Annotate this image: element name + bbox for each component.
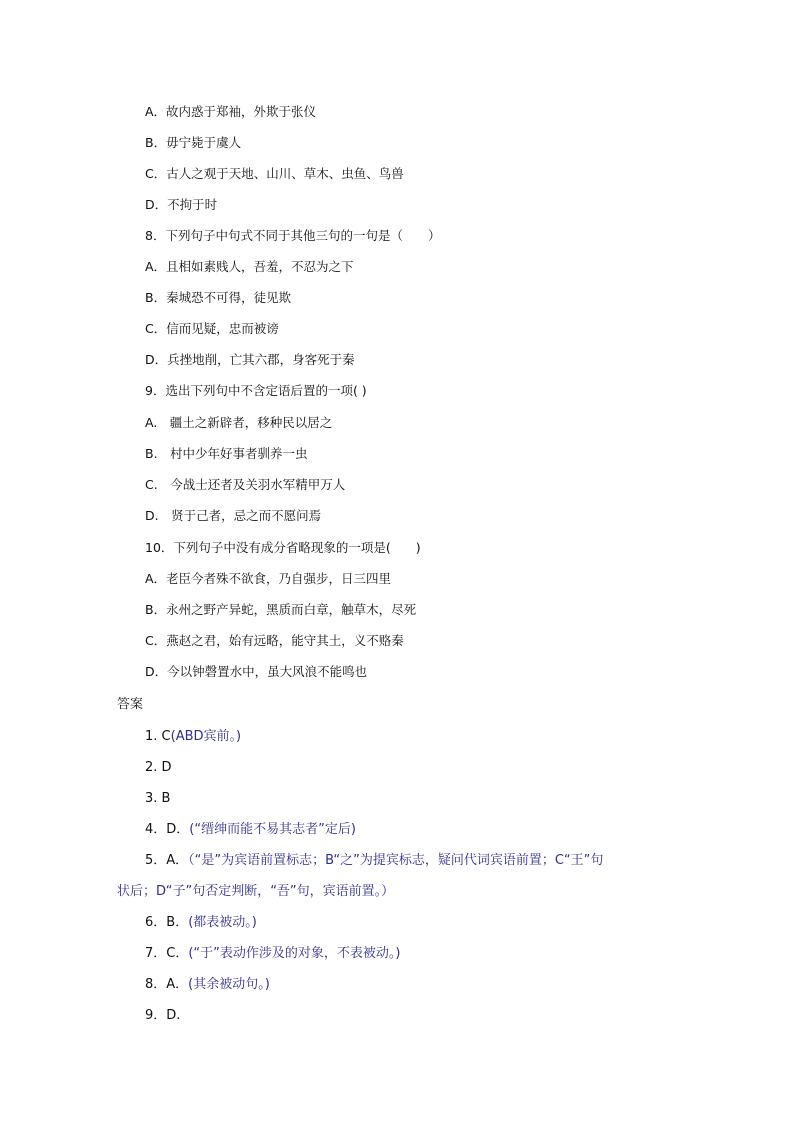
answer-8-number: 8．A．	[145, 977, 189, 992]
answers-heading: 答案	[117, 697, 144, 712]
answer-7-note: (“于”表动作涉及的对象，不表被动。)	[188, 946, 401, 961]
answer-5-note-line2: 状后；D“子”句否定判断，“吾”句，宾语前置。）	[117, 884, 395, 899]
answer-8-note: (其余被动句。)	[188, 977, 270, 992]
q8-option-a: A．且相如素贱人，吾羞，不忍为之下	[145, 259, 354, 274]
answer-4-number: 4．D．	[145, 822, 190, 837]
q10-option-c: C．燕赵之君，始有远略，能守其土，义不赂秦	[145, 633, 404, 648]
q9-option-b: B. 村中少年好事者驯养一虫	[145, 446, 308, 461]
q8-option-c: C．信而见疑，忠而被谤	[145, 321, 279, 336]
answer-4	[145, 822, 356, 838]
answer-7-number: 7．C．	[145, 946, 189, 961]
q7-option-c: C．古人之观于天地、山川、草木、虫鱼、鸟兽	[145, 166, 404, 181]
answer-7	[145, 946, 400, 962]
answer-4-note: (“缙绅而能不易其志者”定后)	[189, 822, 356, 837]
answer-2: 2. D	[145, 760, 172, 775]
q7-option-b: B．毋宁毙于虞人	[145, 135, 242, 150]
q10-option-a: A．老臣今者殊不欲食，乃自强步，日三四里	[145, 571, 392, 586]
q10-option-b: B．永州之野产异蛇，黑质而白章，触草木，尽死	[145, 602, 417, 617]
answer-1-note: (ABD宾前。)	[170, 729, 242, 744]
answer-5-number: 5．A．	[145, 853, 189, 868]
q9-stem: 9．选出下列句中不含定语后置的一项( )	[145, 383, 367, 398]
answer-5	[145, 853, 603, 869]
q10-option-d: D．今以钟磬置水中，虽大风浪不能鸣也	[145, 664, 368, 679]
answer-6-note: (都表被动。)	[188, 915, 257, 930]
q10-stem: 10．下列句子中没有成分省略现象的一项是( )	[145, 540, 421, 555]
q7-option-d: D．不拘于时	[145, 197, 218, 212]
answer-1-number: 1. C	[145, 729, 171, 744]
q9-option-d: D. 贤于己者，忌之而不愿问焉	[145, 508, 322, 523]
q8-stem: 8．下列句子中句式不同于其他三句的一句是（ ）	[145, 228, 441, 243]
q9-option-c: C. 今战士还者及关羽水军精甲万人	[145, 477, 346, 492]
answer-5-note-line1: （“是”为宾语前置标志；B“之”为提宾标志，疑问代词宾语前置；C“王”句	[188, 853, 604, 868]
answer-6-number: 6．B．	[145, 915, 189, 930]
answer-6	[145, 915, 257, 931]
q7-option-a: A．故内惑于郑袖，外欺于张仪	[145, 104, 317, 119]
answer-8	[145, 977, 270, 993]
q8-option-b: B．秦城恐不可得，徒见欺	[145, 290, 292, 305]
answer-3: 3. B	[145, 791, 171, 806]
q8-option-d: D．兵挫地削，亡其六郡，身客死于秦	[145, 352, 355, 367]
answer-1	[145, 729, 241, 745]
q9-option-a: A. 疆土之新辟者，移种民以居之	[145, 415, 333, 430]
answer-9: 9．D.	[145, 1008, 181, 1023]
